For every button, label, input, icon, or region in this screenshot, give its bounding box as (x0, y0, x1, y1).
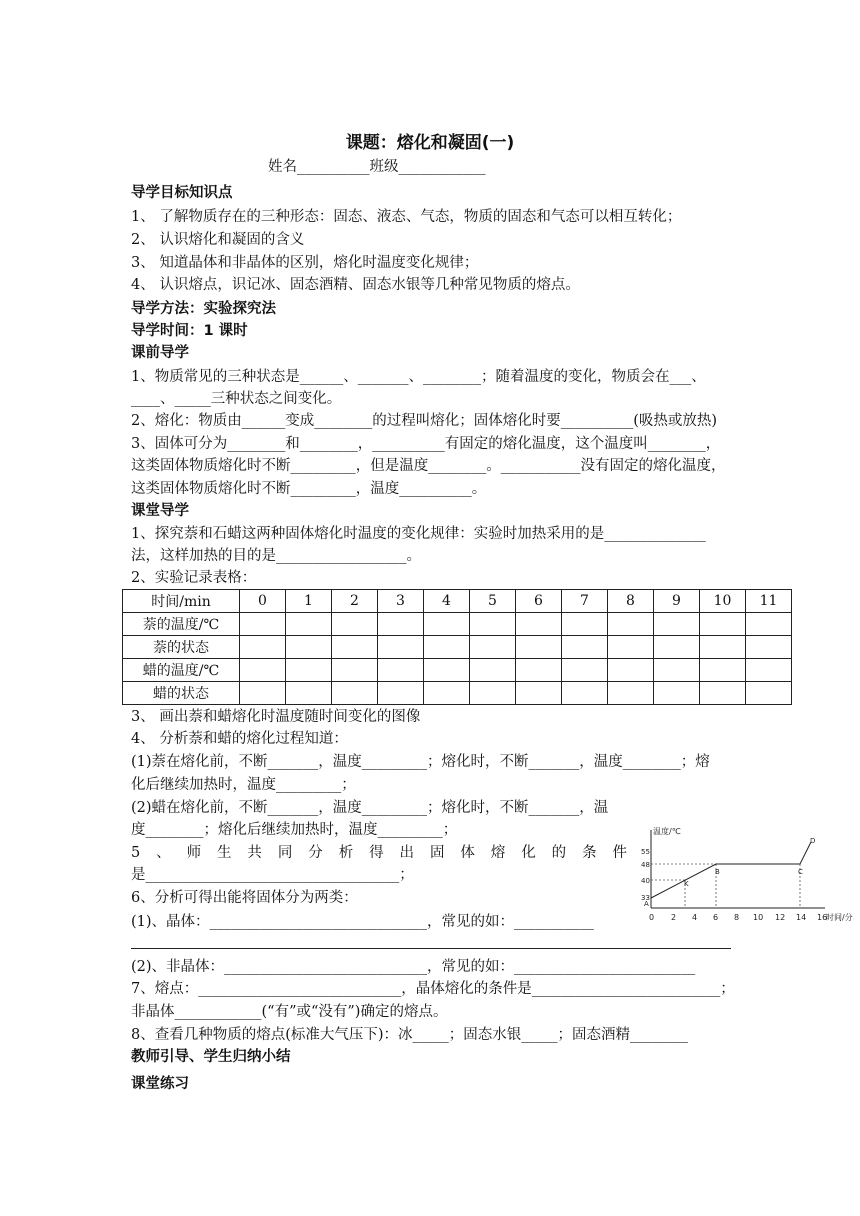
pre-item-3a: 3、固体可分为________和________，__________有固定的熔化温度，这个温度叫________， (131, 436, 721, 452)
item-5-char: 得 (369, 845, 384, 861)
item-5-char: 固 (429, 845, 445, 861)
table-cell (470, 636, 516, 659)
table-cell (608, 613, 654, 636)
pre-item-1b: ____、_____三种状态之间变化。 (131, 391, 342, 407)
table-cell (516, 613, 562, 636)
item-5-char: 同 (277, 845, 293, 861)
item-5-char: 生 (217, 845, 232, 861)
table-cell (654, 682, 700, 705)
y-tick-label: 55 (641, 848, 650, 856)
table-header-cell: 0 (240, 590, 286, 613)
table-cell (470, 613, 516, 636)
experiment-record-table (122, 589, 792, 705)
table-cell (286, 613, 332, 636)
x-tick-label: 10 (753, 913, 764, 922)
x-tick-label: 12 (775, 913, 786, 922)
table-header-cell: 时间/min (123, 590, 240, 613)
table-header-cell: 10 (700, 590, 746, 613)
class-item-6-1: (1)、晶体：______________________________，常见的如：___________ (131, 914, 594, 930)
class-item-8: 8、查看几种物质的熔点(标准大气压下)：冰_____；固态水银_____；固态酒精________ (131, 1027, 689, 1043)
class-item-6-2: (2)、非晶体：____________________________，常见的如：_________________________ (131, 959, 696, 975)
table-cell (332, 636, 378, 659)
table-row-label: 萘的状态 (123, 636, 240, 659)
goal-item-1: 1、 了解物质存在的三种形态：固态、液态、气态，物质的固态和气态可以相互转化； (131, 209, 682, 225)
item-5-char: 5 (131, 845, 141, 861)
goal-item-4: 4、 认识熔点，识记冰、固态酒精、固态水银等几种常见物质的熔点。 (131, 277, 580, 293)
y-tick-label: 33 (641, 894, 650, 902)
table-cell (700, 659, 746, 682)
point-label: A (644, 900, 649, 908)
table-header-cell: 8 (608, 590, 654, 613)
table-cell (700, 636, 746, 659)
table-cell (424, 636, 470, 659)
x-tick-label: 0 (649, 913, 655, 922)
table-cell (378, 613, 424, 636)
table-header-cell: 2 (332, 590, 378, 613)
time-line: 导学时间：1 课时 (131, 323, 248, 339)
section-pre-heading: 课前导学 (131, 345, 189, 361)
item-5-char: 条 (582, 845, 597, 861)
x-tick-label: 6 (713, 913, 719, 922)
section-summary-heading: 教师引导、学生归纳小结 (131, 1049, 291, 1065)
table-header-cell: 5 (470, 590, 516, 613)
goal-item-3: 3、 知道晶体和非晶体的区别，熔化时温度变化规律； (131, 255, 479, 271)
class-item-7b: 非晶体____________(“有”或“没有”)确定的熔点。 (131, 1004, 448, 1020)
table-cell (700, 682, 746, 705)
table-cell (286, 659, 332, 682)
table-row (123, 636, 792, 659)
item-5-char: 分 (308, 845, 323, 861)
table-cell (746, 682, 792, 705)
table-header-cell: 3 (378, 590, 424, 613)
section-goal-heading: 导学目标知识点 (131, 185, 233, 201)
table-cell (516, 659, 562, 682)
table-cell (240, 613, 286, 636)
table-cell (286, 682, 332, 705)
table-cell (608, 682, 654, 705)
item-5-char: 的 (551, 845, 567, 861)
table-cell (516, 636, 562, 659)
table-row (123, 659, 792, 682)
item-5-char: 件 (612, 845, 627, 861)
item-5-char: 出 (399, 845, 415, 861)
table-header-cell: 4 (424, 590, 470, 613)
y-axis-label: 温度/℃ (653, 827, 681, 836)
table-cell (240, 659, 286, 682)
class-item-4: 4、 分析萘和蜡的熔化过程知道： (131, 731, 348, 747)
table-row (123, 682, 792, 705)
table-header-cell: 11 (746, 590, 792, 613)
pre-item-1a: 1、物质常见的三种状态是______、_______、________；随着温度的变化，物质会在___、 (131, 369, 706, 385)
table-cell (332, 682, 378, 705)
x-axis-label: 时间/分 (826, 913, 853, 922)
goal-item-2: 2、 认识熔化和凝固的含义 (131, 232, 305, 248)
table-cell (240, 682, 286, 705)
x-tick-label: 4 (692, 913, 698, 922)
item-5-char: 师 (186, 845, 202, 861)
point-label: C (798, 868, 803, 876)
x-tick-label: 16 (817, 913, 828, 922)
table-cell (240, 636, 286, 659)
table-cell (378, 636, 424, 659)
x-tick-label: 14 (796, 913, 807, 922)
table-cell (654, 659, 700, 682)
pre-item-3b: 这类固体物质熔化时不断_________，但是温度________。___________没有固定的熔化温度， (131, 458, 726, 474)
table-row-label: 蜡的状态 (123, 682, 240, 705)
melting-curve (651, 842, 811, 898)
table-cell (746, 613, 792, 636)
class-item-7a: 7、熔点：____________________________，晶体熔化的条件是__________________________； (131, 981, 735, 997)
class-item-1b: 法，这样加热的目的是__________________。 (131, 548, 421, 564)
table-cell (608, 636, 654, 659)
page-title: 课题：熔化和凝固(一) (345, 133, 515, 153)
answer-line (131, 948, 731, 949)
class-item-3: 3、 画出萘和蜡熔化时温度随时间变化的图像 (131, 709, 421, 725)
table-cell (654, 613, 700, 636)
item-5-char: 体 (460, 845, 475, 861)
class-item-1a: 1、探究萘和石蜡这两种固体熔化时温度的变化规律：实验时加热采用的是______________ (131, 526, 706, 542)
x-tick-label: 2 (671, 913, 677, 922)
class-item-4-2b: 度________；熔化后继续加热时，温度_________； (131, 822, 458, 838)
table-header-row (123, 590, 792, 613)
point-label: D (810, 837, 816, 845)
item-5-char: 析 (338, 845, 354, 861)
melting-curve-figure (640, 820, 858, 930)
table-cell (332, 659, 378, 682)
class-item-2: 2、实验记录表格： (131, 570, 257, 586)
item-5-char: 、 (156, 845, 171, 861)
table-header-cell: 9 (654, 590, 700, 613)
table-header-cell: 6 (516, 590, 562, 613)
name-class-line: 姓名__________班级____________ (268, 159, 486, 175)
table-cell (562, 659, 608, 682)
table-cell (378, 659, 424, 682)
pre-item-2: 2、熔化：物质由______变成________的过程叫熔化；固体熔化时要__________(吸热或放热) (131, 413, 718, 429)
class-item-4-1a: (1)萘在熔化前，不断_______，温度_________；熔化时，不断_______，温度________；熔 (131, 754, 710, 770)
method-line: 导学方法：实验探究法 (131, 301, 276, 317)
table-header-cell: 7 (562, 590, 608, 613)
class-item-5a (131, 843, 627, 863)
item-5-char: 化 (521, 845, 536, 861)
table-cell (562, 636, 608, 659)
table-cell (746, 636, 792, 659)
section-practice-heading: 课堂练习 (131, 1076, 189, 1092)
class-item-4-1b: 化后继续加热时，温度_________； (131, 777, 356, 793)
table-cell (608, 659, 654, 682)
table-cell (378, 682, 424, 705)
item-5-char: 共 (247, 845, 262, 861)
table-cell (700, 613, 746, 636)
table-cell (424, 682, 470, 705)
class-item-4-2a: (2)蜡在熔化前，不断_______，温度_________；熔化时，不断_______，温 (131, 800, 609, 816)
table-cell (470, 659, 516, 682)
table-cell (470, 682, 516, 705)
y-tick-label: 40 (641, 877, 650, 885)
item-5-char: 熔 (490, 845, 506, 861)
table-row-label: 萘的温度/℃ (123, 613, 240, 636)
pre-item-3c: 这类固体物质熔化时不断_________，温度__________。 (131, 481, 487, 497)
table-row-label: 蜡的温度/℃ (123, 659, 240, 682)
table-cell (332, 613, 378, 636)
table-cell (562, 613, 608, 636)
table-cell (424, 659, 470, 682)
class-item-5b: 是___________________________________； (131, 867, 414, 883)
point-label: K (684, 880, 689, 888)
table-cell (286, 636, 332, 659)
table-cell (424, 613, 470, 636)
point-label: B (715, 868, 720, 876)
y-tick-label: 48 (641, 861, 650, 869)
table-cell (746, 659, 792, 682)
table-cell (516, 682, 562, 705)
table-row (123, 613, 792, 636)
table-cell (562, 682, 608, 705)
table-header-cell: 1 (286, 590, 332, 613)
class-item-6: 6、分析可得出能将固体分为两类： (131, 890, 358, 906)
x-tick-label: 8 (734, 913, 740, 922)
table-cell (654, 636, 700, 659)
section-class-heading: 课堂导学 (131, 503, 189, 519)
